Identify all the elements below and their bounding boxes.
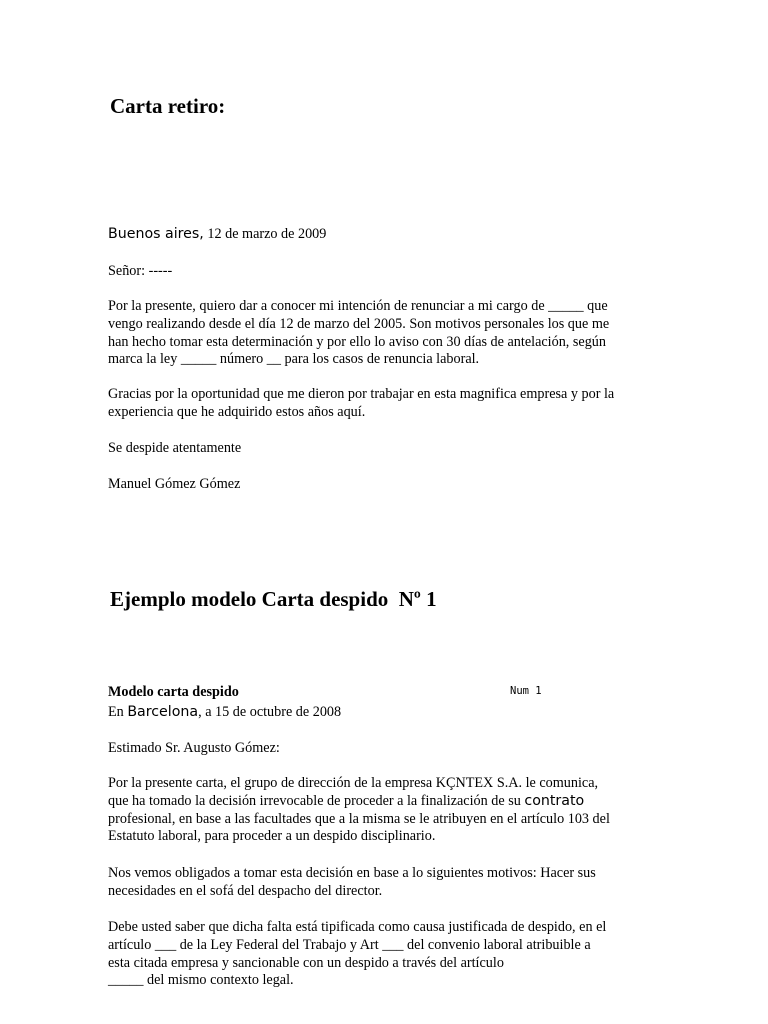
text-segment: que ha tomado la decisión irrevocable de proceder a la finalización de su xyxy=(108,792,525,809)
letter2-date-prefix: En xyxy=(108,704,128,720)
letter2-date-city: Barcelona xyxy=(127,704,199,720)
text-line: experiencia que he adquirido estos años aquí. xyxy=(108,403,366,420)
text-line xyxy=(108,793,668,811)
text-line: profesional, en base a las facultades que a la misma se le atribuyen en el artículo 103 del xyxy=(108,810,610,827)
letter2-paragraph-2 xyxy=(108,865,668,901)
letter1-date-rest: 12 de marzo de 2009 xyxy=(203,226,327,242)
text-line: Nos vemos obligados a tomar esta decisión en base a lo siguientes motivos: Hacer sus xyxy=(108,865,596,881)
text-line: Por la presente carta, el grupo de dirección de la empresa KÇNTEX S.A. le comunica, xyxy=(108,775,599,791)
text-line: Estatuto laboral, para proceder a un despido disciplinario. xyxy=(108,828,436,845)
letter2-title: Ejemplo modelo Carta despido Nº 1 xyxy=(110,587,437,611)
text-line: _____ del mismo contexto legal. xyxy=(108,972,294,989)
text-line: esta citada empresa y sancionable con un despido a través del artículo xyxy=(108,954,504,971)
text-line: Gracias por la oportunidad que me dieron por trabajar en esta magnifica empresa y por la xyxy=(108,386,615,402)
letter1-date xyxy=(108,226,668,244)
text-line: han hecho tomar esta determinación y por ello lo aviso con 30 días de antelación, según xyxy=(108,333,606,350)
text-line: Por la presente, quiero dar a conocer mi intención de renunciar a mi cargo de _____ que xyxy=(108,298,608,314)
text-segment-contrato: contrato xyxy=(524,792,585,809)
text-line: Debe usted saber que dicha falta está tipificada como causa justificada de despido, en el xyxy=(108,919,607,935)
letter2-date-rest: , a 15 de octubre de 2008 xyxy=(198,704,342,720)
letter2-subtitle: Modelo carta despido xyxy=(108,684,239,700)
letter2-num-label: Num 1 xyxy=(510,685,542,697)
text-line: marca la ley _____ número __ para los casos de renuncia laboral. xyxy=(108,351,480,368)
letter2-date xyxy=(108,704,668,722)
letter1-date-city: Buenos aires, xyxy=(108,226,204,242)
text-line: necesidades en el sofá del despacho del director. xyxy=(108,882,383,899)
text-line: artículo ___ de la Ley Federal del Trabajo y Art ___ del convenio laboral atribuible a xyxy=(108,936,591,953)
letter1-title: Carta retiro: xyxy=(110,94,226,118)
letter1-closing: Se despide atentamente xyxy=(108,440,242,456)
text-line: vengo realizando desde el día 12 de marzo del 2005. Son motivos personales los que me xyxy=(108,315,610,332)
letter2-paragraph-1 xyxy=(108,775,668,846)
letter1-salutation: Señor: ----- xyxy=(108,263,173,279)
letter1-paragraph-2 xyxy=(108,386,668,422)
letter2-paragraph-3 xyxy=(108,919,668,990)
letter1-paragraph-1 xyxy=(108,298,668,369)
letter1-signature: Manuel Gómez Gómez xyxy=(108,476,241,492)
letter2-salutation: Estimado Sr. Augusto Gómez: xyxy=(108,740,280,756)
